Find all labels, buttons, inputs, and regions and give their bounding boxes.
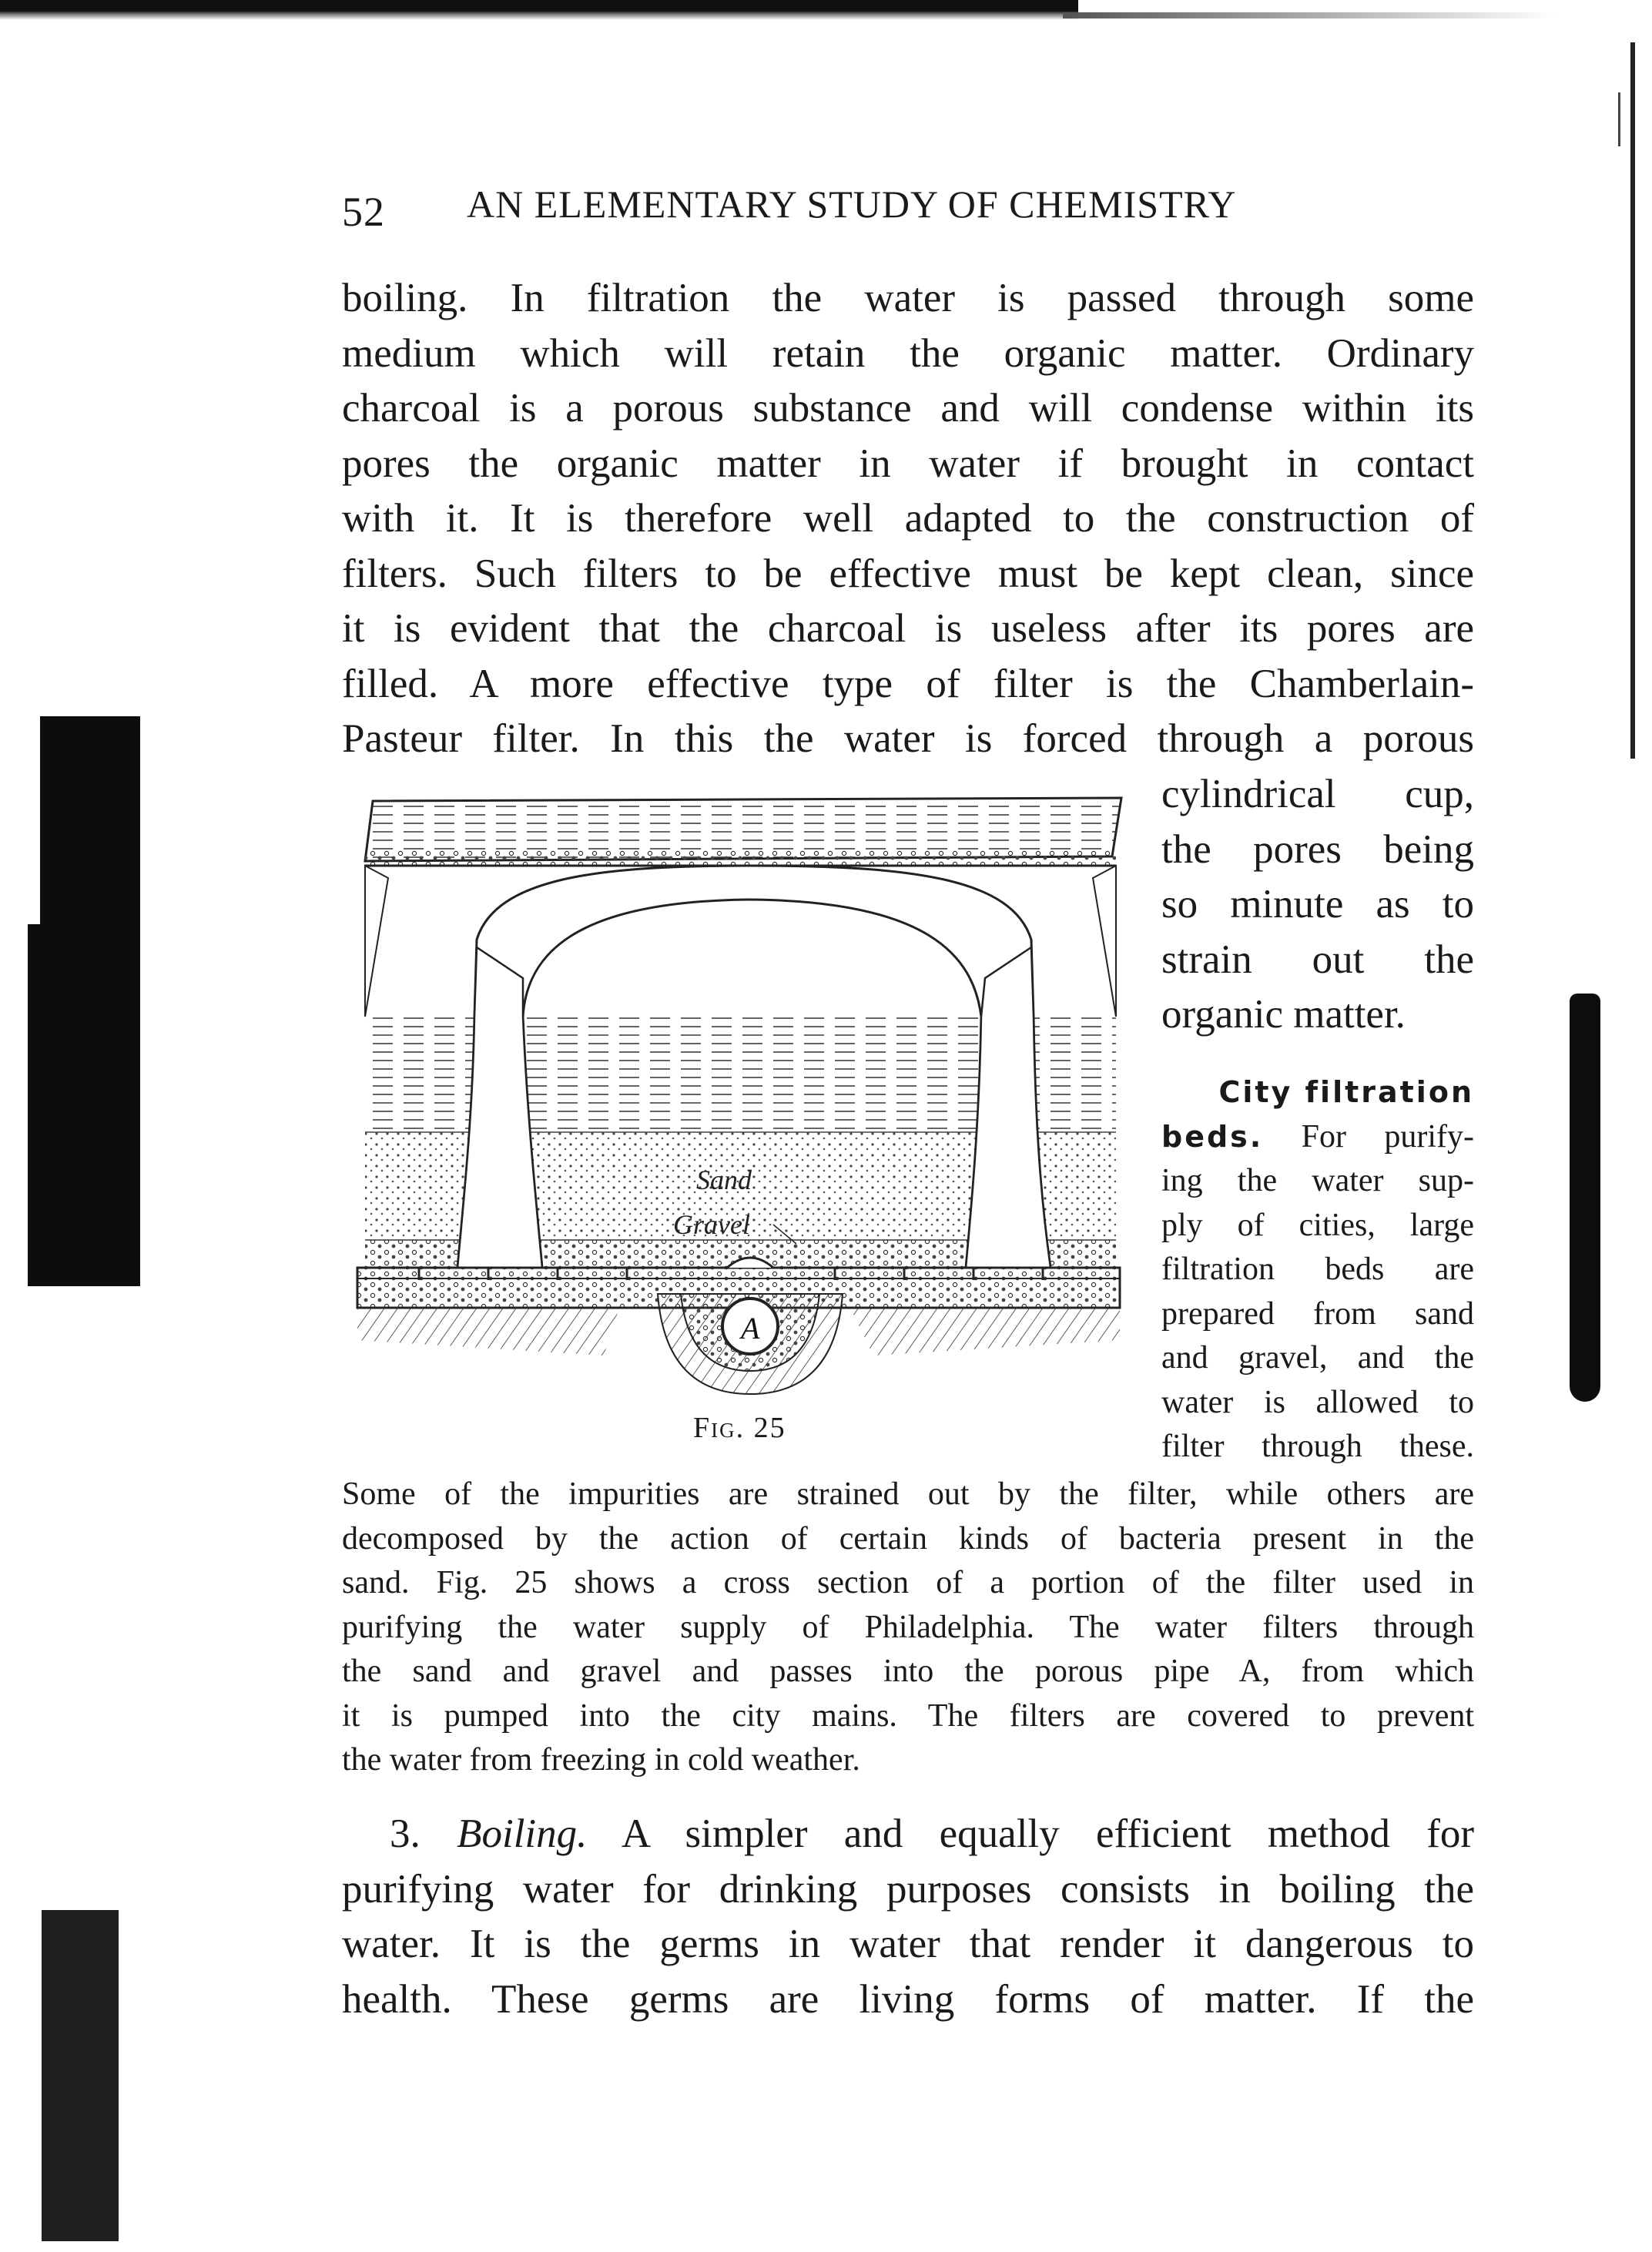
section-heading: Boiling.: [457, 1811, 588, 1856]
earth-right: [850, 1308, 1120, 1356]
left-wall: [365, 866, 388, 1017]
section-boiling: [342, 1807, 1474, 2027]
text-line: filters. Such filters to be effective must be kept clean, since: [342, 551, 1474, 596]
scan-edge-top: [0, 0, 1078, 20]
text-line: cylindrical cup,: [1161, 772, 1474, 816]
side-note-heading: City filtration: [1218, 1075, 1474, 1109]
margin-smudge-mid: [28, 924, 59, 1286]
text-line: water. It is the germs in water that render it dangerous to: [342, 1922, 1474, 1966]
text-line: purifying the water supply of Philadelphia. The water filters through: [342, 1609, 1474, 1645]
page-header: [342, 179, 1466, 233]
page-number: 52: [342, 189, 385, 235]
sand-label: Sand: [696, 1165, 752, 1195]
text-line: water is allowed to: [1161, 1384, 1474, 1420]
text-line: filter through these.: [1161, 1429, 1474, 1464]
earth-left: [357, 1308, 619, 1356]
margin-smudge-lower: [42, 1910, 119, 2241]
body-paragraph-filtration: [342, 271, 1474, 767]
text-line: organic matter.: [1161, 992, 1406, 1037]
scan-right-blot: [1570, 994, 1600, 1402]
small-paragraph-philadelphia: [342, 1473, 1474, 1783]
text-line: charcoal is a porous substance and will condense within its: [342, 386, 1474, 431]
roof-gravel-band: [365, 850, 1116, 866]
text-line: so minute as to: [1161, 882, 1474, 927]
pipe-label: A: [741, 1311, 760, 1346]
side-note-city-filtration: [1161, 1071, 1474, 1469]
figure-wrap-text: [1161, 767, 1474, 1043]
text-line: sand. Fig. 25 shows a cross section of a portion of the filter used in: [342, 1565, 1474, 1600]
text-line: Some of the impurities are strained out by the filter, while others are: [342, 1476, 1474, 1512]
right-wall: [1093, 866, 1116, 1017]
text-line: the water from freezing in cold weather.: [342, 1742, 860, 1778]
text-line: the pores being: [1161, 826, 1474, 872]
text-line: health. These germs are living forms of matter. If the: [342, 1976, 1474, 2022]
text-line: prepared from sand: [1161, 1295, 1474, 1332]
text-line: filtration beds are: [1161, 1252, 1474, 1287]
text-line: filled. A more effective type of filter is the Chamberlain-: [342, 661, 1474, 706]
running-title: AN ELEMENTARY STUDY OF CHEMISTRY: [467, 183, 1237, 226]
figure-caption: Fig. 25: [693, 1412, 786, 1444]
text-line: it is pumped into the city mains. The filters are covered to prevent: [342, 1697, 1474, 1734]
text-fragment: For purify-: [1301, 1118, 1474, 1154]
text-line: boiling. In filtration the water is passed through some: [342, 276, 1474, 320]
section-number: 3.: [390, 1811, 421, 1856]
text-line: the sand and gravel and passes into the porous pipe A, from which: [342, 1654, 1474, 1689]
arch-opening: [496, 876, 997, 1017]
scan-right-rule: [1630, 42, 1635, 759]
text-line: ing the water sup-: [1161, 1163, 1474, 1198]
text-line: with it. It is therefore well adapted to the construction of: [342, 496, 1474, 541]
gravel-label: Gravel: [673, 1209, 750, 1240]
text-line: it is evident that the charcoal is useless after its pores are: [342, 606, 1474, 651]
text-line: ply of cities, large: [1161, 1207, 1474, 1243]
text-line: and gravel, and the: [1161, 1340, 1474, 1376]
text-line: Pasteur filter. In this the water is forced through a porous: [342, 716, 1474, 761]
filtration-bed-figure: [342, 786, 1143, 1402]
text-line: medium which will retain the organic matter. Ordinary: [342, 330, 1474, 376]
text-fragment: A simpler and equally efficient method for: [621, 1811, 1475, 1856]
text-line: purifying water for drinking purposes consists in boiling the: [342, 1866, 1474, 1912]
scan-right-rule-mark: [1618, 92, 1620, 146]
text-line: pores the organic matter in water if brought in contact: [342, 441, 1474, 486]
text-line: strain out the: [1161, 937, 1474, 982]
text-line: decomposed by the action of certain kinds of bacteria present in the: [342, 1520, 1474, 1557]
scan-edge-top-fade: [1063, 12, 1556, 18]
side-note-heading-cont: beds.: [1161, 1119, 1264, 1154]
